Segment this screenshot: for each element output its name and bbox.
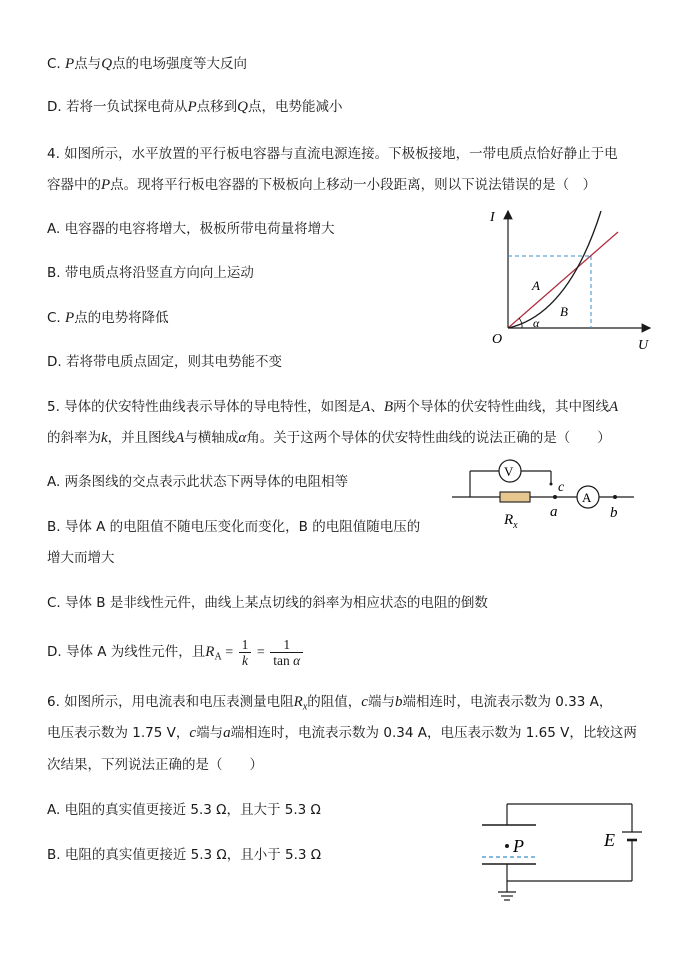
- node-c: [550, 483, 553, 486]
- label-origin: O: [492, 332, 503, 347]
- question-6-line-2: 电压表示数为 1.75 V，c端与a端相连时，电流表示数为 0.34 A，电压表示数为 1.65 V，比较这两: [47, 725, 637, 741]
- question-6-line-3: 次结果，下列说法正确的是（ ）: [47, 757, 263, 773]
- option-4b: B. 带电质点将沿竖直方向向上运动: [47, 265, 254, 281]
- question-4-stem-line-1: 4. 如图所示，水平放置的平行板电容器与直流电源连接。下极板接地，一带电质点恰好静止于电: [47, 146, 618, 162]
- resistor-rx: [500, 492, 530, 502]
- option-5d: D. 导体 A 为线性元件，且$R_A$ = $\frac{1}{k}$ = $\frac{1}{\text{tan α}}$: [47, 634, 305, 676]
- label-alpha: α: [533, 316, 540, 330]
- capacitor-circuit-diagram: [474, 796, 646, 906]
- label-b: b: [610, 505, 618, 521]
- option-6a: A. 电阻的真实值更接近 5.3 Ω，且大于 5.3 Ω: [47, 802, 321, 818]
- option-4a: A. 电容器的电容将增大，极板所带电荷量将增大: [47, 221, 335, 237]
- question-5-stem-line-1: 5. 导体的伏安特性曲线表示导体的导电特性，如图是A、B两个导体的伏安特性曲线，其中图线A: [47, 399, 619, 415]
- fraction-one-over-k: $\frac{1}{k}$: [239, 637, 252, 668]
- label-i: I: [490, 210, 495, 225]
- label-rx: $R_x$: [504, 512, 518, 531]
- curve-b: [508, 211, 601, 328]
- question-5-stem-line-2: 的斜率为k，并且图线A与横轴成α角。关于这两个导体的伏安特性曲线的说法正确的是（ ）: [47, 430, 611, 446]
- option-5b-line-2: 增大而增大: [47, 550, 115, 566]
- label-a: a: [550, 504, 558, 520]
- label-line-a: A: [532, 278, 540, 293]
- option-3d: D. 若将一负试探电荷从P点移到Q点，电势能减小: [47, 99, 343, 115]
- option-5c: C. 导体 B 是非线性元件，曲线上某点切线的斜率为相应状态的电阻的倒数: [47, 595, 488, 611]
- option-6b: B. 电阻的真实值更接近 5.3 Ω，且小于 5.3 Ω: [47, 847, 322, 863]
- voltmeter-label: V: [504, 464, 514, 479]
- meter-circuit-diagram: [448, 455, 638, 535]
- iu-characteristic-graph: [488, 203, 658, 355]
- question-4-stem-line-2: 容器中的P点。现将平行板电容器的下极板向上移动一小段距离，则以下说法错误的是（ ）: [47, 177, 597, 193]
- question-6-line-1: 6. 如图所示，用电流表和电压表测量电阻$R_x$的阻值，c端与b端相连时，电流表示数为 0.33 A，: [47, 694, 613, 713]
- fraction-one-over-tan-alpha: $\frac{1}{\text{tan α}}$: [270, 637, 303, 668]
- option-5b-line-1: B. 导体 A 的电阻值不随电压变化而变化，B 的电阻值随电压的: [47, 519, 421, 535]
- option-4d: D. 若将带电质点固定，则其电势能不变: [47, 354, 282, 370]
- angle-arc: [519, 318, 522, 328]
- label-p: P: [513, 836, 524, 856]
- node-b: [613, 495, 617, 499]
- particle-p: [505, 844, 509, 848]
- label-e: E: [604, 830, 615, 850]
- ammeter-label: A: [582, 490, 592, 505]
- option-5a: A. 两条图线的交点表示此状态下两导体的电阻相等: [47, 474, 349, 490]
- label-c: c: [558, 480, 565, 495]
- option-4c: C. P点的电势将降低: [47, 310, 169, 326]
- label-u: U: [638, 338, 649, 353]
- option-3c: C. P点与Q点的电场强度等大反向: [47, 56, 248, 72]
- label-curve-b: B: [560, 304, 568, 319]
